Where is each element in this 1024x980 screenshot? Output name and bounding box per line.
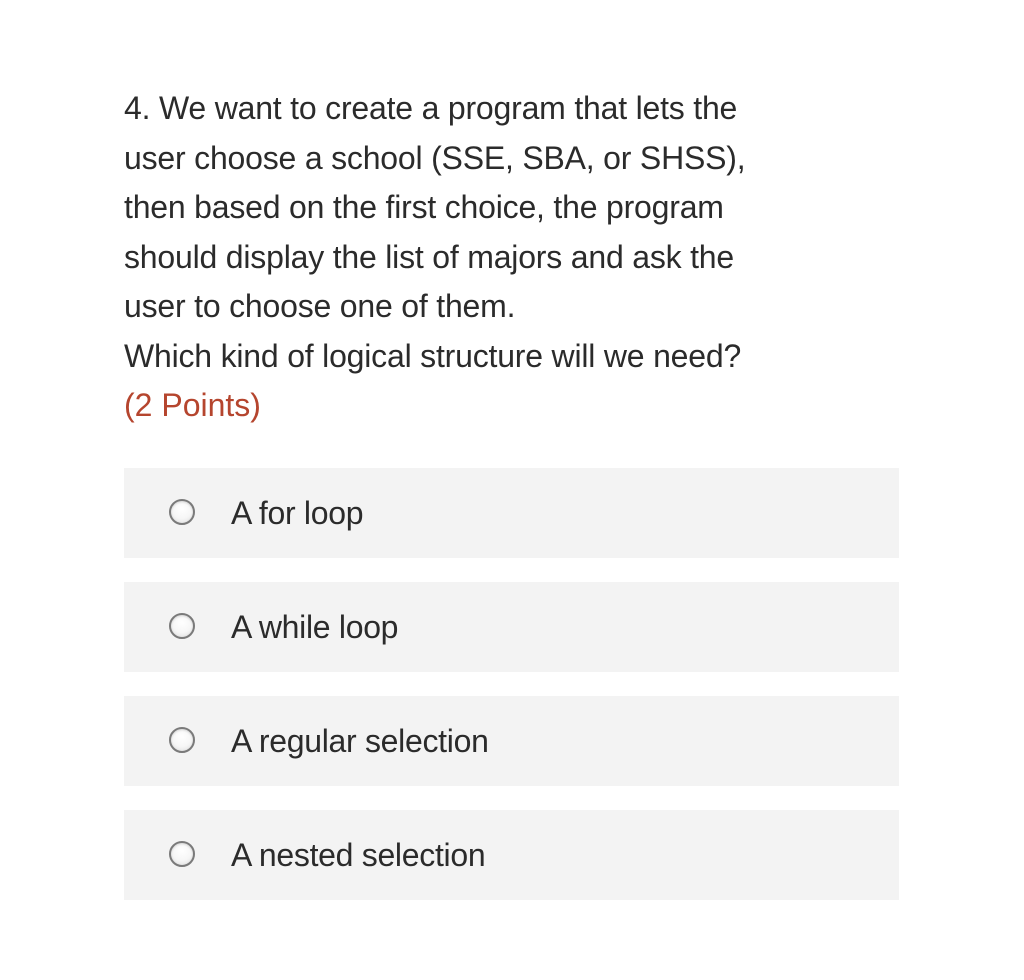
radio-button-icon[interactable] <box>169 841 195 867</box>
option-label[interactable]: A for loop <box>231 495 364 531</box>
option-for-loop[interactable] <box>124 468 899 558</box>
question-text-line: 4. We want to create a program that lets the <box>124 90 738 126</box>
option-label[interactable]: A regular selection <box>231 723 489 759</box>
question-block <box>124 84 914 431</box>
radio-button-icon[interactable] <box>169 613 195 639</box>
option-while-loop[interactable] <box>124 582 899 672</box>
question-text-line: Which kind of logical structure will we need? <box>124 337 742 374</box>
question-text-line: then based on the first choice, the program <box>124 189 724 225</box>
question-points: (2 Points) <box>124 387 261 423</box>
radio-button-icon[interactable] <box>169 499 195 525</box>
question-text-line: user to choose one of them. <box>124 288 516 324</box>
option-nested-selection[interactable] <box>124 810 899 900</box>
radio-button-icon[interactable] <box>169 727 195 753</box>
option-label[interactable]: A nested selection <box>231 837 486 873</box>
option-label[interactable]: A while loop <box>231 609 399 645</box>
option-regular-selection[interactable] <box>124 696 899 786</box>
question-text-line: should display the list of majors and ask the <box>124 238 735 275</box>
answer-options <box>124 468 899 924</box>
question-text-line: user choose a school (SSE, SBA, or SHSS), <box>124 139 746 176</box>
